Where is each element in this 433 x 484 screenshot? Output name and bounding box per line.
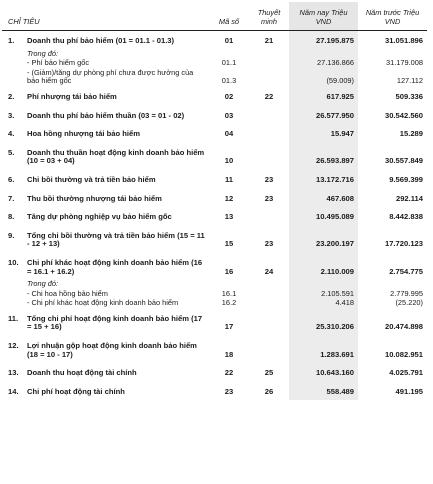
row-previous: 31.179.008 <box>386 58 423 68</box>
row-code: 01.1 <box>221 58 237 68</box>
row-current: 25.310.206 <box>289 309 358 336</box>
table-row <box>2 382 427 401</box>
row-note <box>249 336 289 363</box>
row-code: 15 <box>224 239 234 249</box>
row-code: 16.1 <box>221 288 237 298</box>
row-index: 5. <box>8 147 15 157</box>
row-current: 617.925 <box>289 87 358 106</box>
row-previous: 2.779.995 <box>390 288 423 298</box>
table-row <box>2 309 427 336</box>
row-code: 16.2 <box>221 298 237 308</box>
row-label: Chi phí khác hoạt động kinh doanh bảo hiểm (16 = 16.1 + 16.2) <box>27 257 203 276</box>
table-row <box>2 207 427 226</box>
table-row <box>2 31 427 50</box>
row-index: 7. <box>8 193 15 203</box>
row-code: 11 <box>224 174 234 184</box>
row-label: Thu bồi thường nhượng tái bảo hiểm <box>27 193 162 203</box>
row-current: 10.495.089 <box>289 207 358 226</box>
row-index: 11. <box>8 313 19 323</box>
row-note: 25 <box>264 368 274 378</box>
row-current: 10.643.160 <box>289 363 358 382</box>
row-note: 22 <box>264 91 274 101</box>
row-current: 23.200.197 <box>289 226 358 253</box>
row-previous: 20.474.898 <box>384 322 423 332</box>
row-index: 10. <box>8 257 19 267</box>
row-current: 2.110.009 <box>289 253 358 280</box>
row-previous: 15.289 <box>399 129 423 139</box>
row-current: 2.105.591 <box>289 290 358 300</box>
row-previous: 30.542.560 <box>384 110 423 120</box>
row-current: 26.577.950 <box>289 106 358 125</box>
table-header-row <box>2 2 427 31</box>
table-row <box>2 336 427 363</box>
header-note: Thuyết minh <box>257 8 281 26</box>
row-current: 467.608 <box>289 189 358 208</box>
row-current: 27.195.875 <box>289 31 358 50</box>
row-note: 23 <box>264 239 274 249</box>
table-row <box>2 170 427 189</box>
row-label: Tăng dự phòng nghiệp vụ bảo hiểm gốc <box>27 212 172 222</box>
row-index: 3. <box>8 110 15 120</box>
row-index: 12. <box>8 341 19 351</box>
row-current: 15.947 <box>289 124 358 143</box>
row-current: 1.283.691 <box>289 336 358 363</box>
row-code: 22 <box>224 368 234 378</box>
row-previous: 4.025.791 <box>389 368 423 378</box>
row-previous: 127.112 <box>396 76 423 86</box>
row-note <box>249 106 289 125</box>
header-previous-year: Năm trước Triệu VND <box>365 8 420 26</box>
table-row <box>2 189 427 208</box>
row-previous: 30.557.849 <box>384 156 423 166</box>
income-statement-table <box>2 2 427 400</box>
row-code: 12 <box>224 193 234 203</box>
row-label: Tổng chi bồi thường và trả tiền bảo hiểm (15 = 11 - 12 + 13) <box>27 230 205 249</box>
row-note <box>249 124 289 143</box>
row-label: Doanh thu thuần hoạt động kinh doanh bảo hiểm (10 = 03 + 04) <box>27 147 205 166</box>
table-row <box>2 124 427 143</box>
row-index: 1. <box>8 36 15 45</box>
row-label: - (Giảm)/tăng dự phòng phí chưa được hưởng của bảo hiểm gốc <box>27 67 194 86</box>
row-label: - Chi hoa hồng bảo hiểm <box>27 288 108 298</box>
row-note <box>249 309 289 336</box>
row-code: 23 <box>224 386 234 396</box>
header-current-year: Năm nay Triệu VND <box>289 2 358 31</box>
row-index: 4. <box>8 129 15 139</box>
row-code: 18 <box>224 349 234 359</box>
row-previous: 509.336 <box>395 91 423 101</box>
row-previous: 292.114 <box>395 193 423 203</box>
row-previous: 9.569.399 <box>389 174 423 184</box>
row-current: 26.593.897 <box>289 143 358 170</box>
row-label: Phí nhượng tái bảo hiểm <box>27 91 117 101</box>
row-note: 26 <box>264 386 274 396</box>
row-label: Doanh thu phí bảo hiểm (01 = 01.1 - 01.3) <box>27 36 175 45</box>
row-previous: 491.195 <box>395 386 423 396</box>
row-current: 13.172.716 <box>289 170 358 189</box>
table-row <box>2 106 427 125</box>
row-index: 9. <box>8 230 15 240</box>
row-label: Hoa hồng nhượng tái bảo hiểm <box>27 129 140 139</box>
row-label: Chi phí hoạt động tài chính <box>27 386 125 396</box>
row-code: 16 <box>224 266 234 276</box>
row-code: 02 <box>224 91 234 101</box>
row-label: - Chi phí khác hoạt động kinh doanh bảo hiểm <box>27 298 179 308</box>
row-note: 21 <box>264 36 274 45</box>
row-note: 24 <box>264 266 274 276</box>
row-index: 8. <box>8 212 15 222</box>
row-code: 01 <box>224 36 234 45</box>
row-current: 4.418 <box>289 299 358 309</box>
row-note: 23 <box>264 174 274 184</box>
row-label: Trong đó: <box>27 279 59 289</box>
row-note <box>249 143 289 170</box>
table-row <box>2 143 427 170</box>
row-current: (59.009) <box>289 69 358 87</box>
row-current: 558.489 <box>289 382 358 401</box>
row-label: Doanh thu phí bảo hiểm thuần (03 = 01 - 02) <box>27 110 185 120</box>
row-label: Tổng chi phí hoạt động kinh doanh bảo hiểm (17 = 15 + 16) <box>27 313 203 332</box>
row-label: Trong đó: <box>27 48 59 58</box>
row-index: 6. <box>8 174 15 184</box>
row-code: 01.3 <box>221 76 237 86</box>
header-code: Mã số <box>218 17 240 26</box>
row-label: - Phí bảo hiểm gốc <box>27 58 90 68</box>
income-statement <box>2 2 427 400</box>
row-code: 03 <box>224 110 234 120</box>
row-previous: 31.051.896 <box>384 36 423 45</box>
table-row <box>2 226 427 253</box>
row-index: 14. <box>8 386 19 396</box>
row-label: Lợi nhuận gộp hoạt động kinh doanh bảo hiểm (18 = 10 - 17) <box>27 341 197 359</box>
row-note <box>249 207 289 226</box>
table-row <box>2 363 427 382</box>
row-label: Doanh thu hoạt động tài chính <box>27 368 137 378</box>
row-previous: (25.220) <box>395 298 423 308</box>
table-row <box>2 253 427 280</box>
table-row <box>2 87 427 106</box>
row-label: Chi bồi thường và trả tiền bảo hiểm <box>27 174 156 184</box>
row-previous: 2.754.775 <box>389 266 423 276</box>
row-code: 17 <box>224 322 234 332</box>
table-row <box>2 299 427 309</box>
row-previous: 17.720.123 <box>384 239 423 249</box>
row-current: 27.136.866 <box>289 59 358 69</box>
row-code: 04 <box>224 129 234 139</box>
row-index: 13. <box>8 368 19 378</box>
row-index: 2. <box>8 91 15 101</box>
table-row <box>2 69 427 87</box>
row-code: 13 <box>224 212 234 222</box>
row-previous: 10.082.951 <box>384 349 423 359</box>
header-indicator: CHỈ TIÊU <box>8 17 40 26</box>
row-previous: 8.442.838 <box>389 212 423 222</box>
row-note: 23 <box>264 193 274 203</box>
row-code: 10 <box>224 156 234 166</box>
